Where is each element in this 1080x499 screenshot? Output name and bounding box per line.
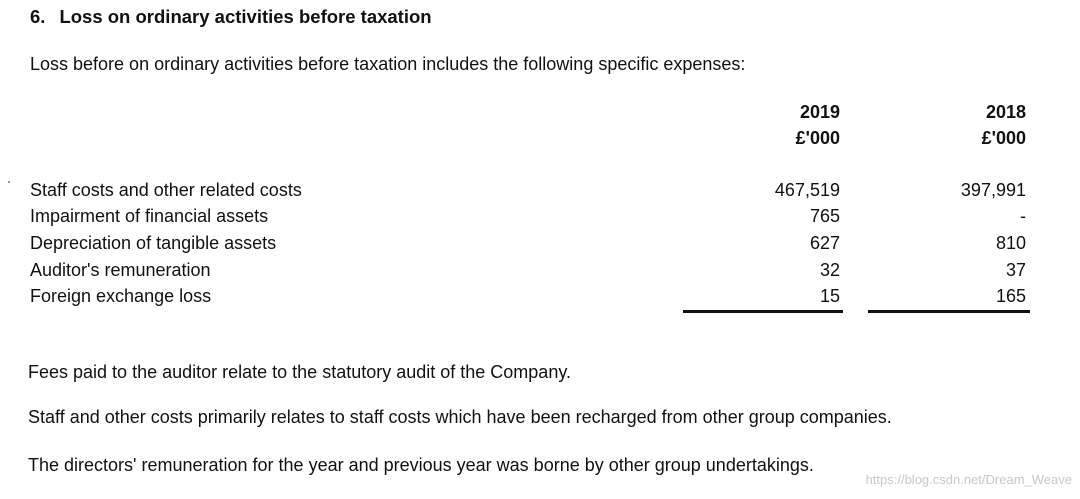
- watermark: https://blog.csdn.net/Dream_Weave: [865, 472, 1072, 487]
- section-title: Loss on ordinary activities before taxation: [59, 6, 432, 27]
- section-number: 6.: [30, 6, 46, 27]
- column-unit-2018: £'000: [981, 128, 1026, 148]
- row-value-2019-depreciation: 627: [809, 233, 840, 253]
- row-label-staff-costs: Staff costs and other related costs: [30, 180, 302, 200]
- row-label-auditor: Auditor's remuneration: [30, 260, 211, 280]
- note-directors-remuneration: The directors' remuneration for the year and previous year was borne by other group undertakings.: [28, 455, 814, 475]
- row-value-2019-staff-costs: 467,519: [774, 180, 840, 200]
- row-value-2019-fx-loss: 15: [819, 286, 840, 306]
- row-value-2018-staff-costs: 397,991: [960, 180, 1026, 200]
- total-underline-2019: [683, 310, 843, 313]
- intro-text: Loss before on ordinary activities before taxation includes the following specific expenses:: [30, 54, 746, 74]
- row-label-impairment: Impairment of financial assets: [30, 206, 269, 226]
- row-label-depreciation: Depreciation of tangible assets: [30, 233, 277, 253]
- row-value-2018-fx-loss: 165: [995, 286, 1026, 306]
- row-value-2019-impairment: 765: [809, 206, 840, 226]
- column-unit-2019: £'000: [795, 128, 840, 148]
- note-auditor-fees: Fees paid to the auditor relate to the statutory audit of the Company.: [28, 362, 571, 382]
- section-heading: [30, 6, 432, 28]
- column-year-2018: 2018: [985, 102, 1026, 122]
- row-value-2019-auditor: 32: [819, 260, 840, 280]
- row-value-2018-impairment: -: [1020, 206, 1026, 226]
- scan-speck: [8, 181, 10, 183]
- column-year-2019: 2019: [799, 102, 840, 122]
- row-value-2018-auditor: 37: [1005, 260, 1026, 280]
- row-label-fx-loss: Foreign exchange loss: [30, 286, 212, 306]
- note-staff-costs: Staff and other costs primarily relates to staff costs which have been recharged from other group companies.: [28, 407, 892, 427]
- total-underline-2018: [868, 310, 1030, 313]
- row-value-2018-depreciation: 810: [995, 233, 1026, 253]
